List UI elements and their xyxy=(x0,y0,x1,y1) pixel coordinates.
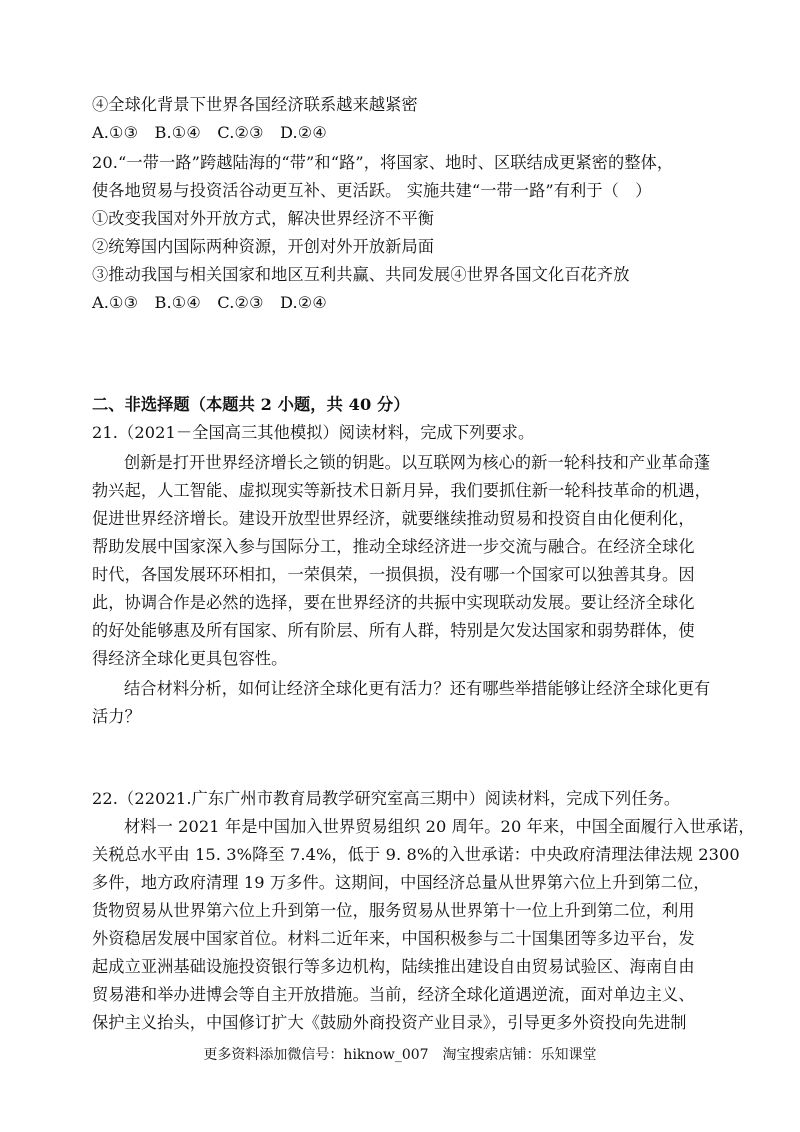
q22-material-line: 材料一 2021 年是中国加入世界贸易组织 20 周年。20 年来，中国全面履行入世承诺， xyxy=(124,817,755,836)
q21-question-line-1: 结合材料分析，如何让经济全球化更有活力？还有哪些举措能够让经济全球化更有 xyxy=(124,679,711,698)
q22-header: 22.（22021.广东广州市教育局教学研究室高三期中）阅读材料，完成下列任务。 xyxy=(92,789,681,808)
q20-option-1: ①改变我国对外开放方式，解决世界经济不平衡 xyxy=(92,209,435,228)
q21-material-line: 的好处能够惠及所有国家、所有阶层、所有人群，特别是欠发达国家和弱势群体，使 xyxy=(92,621,695,640)
q21-material-line: 帮助发展中国家深入参与国际分工，推动全球经济进一步交流与融合。在经济全球化 xyxy=(92,537,695,556)
q21-material-line: 勃兴起，人工智能、虚拟现实等新技术日新月异，我们要抓住新一轮科技革命的机遇， xyxy=(92,481,711,500)
q22-material-line: 关税总水平由 15. 3%降至 7.4%，低于 9. 8%的入世承诺：中央政府清理法律法规 2300 xyxy=(92,845,740,864)
q21-material-line: 此，协调合作是必然的选择，要在世界经济的共振中实现联动发展。要让经济全球化 xyxy=(92,593,695,612)
q20-option-3-4: ③推动我国与相关国家和地区互利共赢、共同发展④世界各国文化百花齐放 xyxy=(92,265,630,284)
page-footer: 更多资料添加微信号：hiknow_007 淘宝搜索店铺：乐知课堂 xyxy=(203,1047,597,1063)
q21-material-line: 促进世界经济增长。建设开放型世界经济，就要继续推动贸易和投资自由化便利化， xyxy=(92,509,695,528)
q21-material-line: 时代，各国发展环环相扣，一荣俱荣，一损俱损，没有哪一个国家可以独善其身。因 xyxy=(92,565,695,584)
q21-material-line: 得经济全球化更具包容性。 xyxy=(92,649,288,668)
q19-answer-choices: A.①③ B.①④ C.②③ D.②④ xyxy=(92,123,327,142)
q20-option-2: ②统筹国内国际两种资源，开创对外开放新局面 xyxy=(92,237,435,256)
q22-material-line: 货物贸易从世界第六位上升到第一位，服务贸易从世界第十一位上升到第二位，利用 xyxy=(92,901,695,920)
section-2-heading: 二、非选择题（本题共 2 小题，共 40 分） xyxy=(92,395,410,414)
q21-header: 21.（2021－全国高三其他模拟）阅读材料，完成下列要求。 xyxy=(92,423,535,442)
q20-answer-choices: A.①③ B.①④ C.②③ D.②④ xyxy=(92,293,327,312)
q20-stem-line-2: 使各地贸易与投资活谷动更互补、更活跃。 实施共建“一带一路”有利于（ ） xyxy=(92,181,652,200)
q22-material-line: 多件，地方政府清理 19 万多件。这期间，中国经济总量从世界第六位上升到第二位， xyxy=(92,873,710,892)
q22-material-line: 起成立亚洲基础设施投资银行等多边机构，陆续推出建设自由贸易试验区、海南自由 xyxy=(92,957,695,976)
q19-option-4: ④全球化背景下世界各国经济联系越来越紧密 xyxy=(92,95,418,114)
q22-material-line: 外资稳居发展中国家首位。材料二近年来，中国积极参与二十国集团等多边平台，发 xyxy=(92,929,695,948)
q22-material-line: 保护主义抬头，中国修订扩大《鼓励外商投资产业目录》，引导更多外资投向先进制 xyxy=(92,1013,687,1032)
q21-material-line: 创新是打开世界经济增长之锁的钥匙。以互联网为核心的新一轮科技和产业革命蓬 xyxy=(124,453,711,472)
q20-stem-line-1: 20.“一带一路”跨越陆海的“带”和“路”，将国家、地时、区联结成更紧密的整体， xyxy=(92,153,674,172)
q22-material-line: 贸易港和举办进博会等自主开放措施。当前，经济全球化道遇逆流，面对单边主义、 xyxy=(92,985,695,1004)
q21-question-line-2: 活力？ xyxy=(92,707,141,726)
